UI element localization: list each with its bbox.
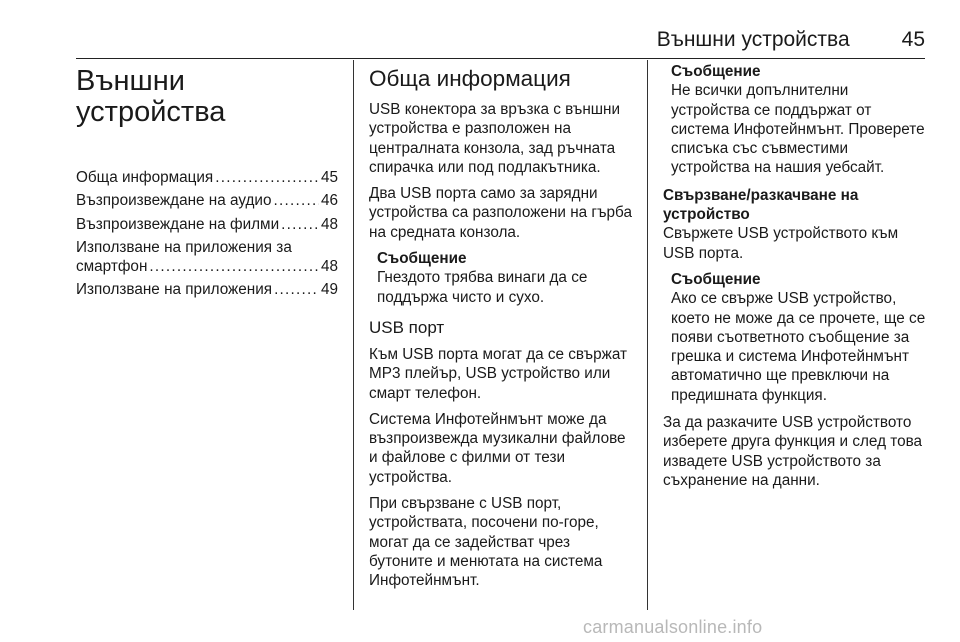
section-title: Обща информация — [369, 66, 571, 91]
toc-item-page: 48 — [320, 258, 338, 276]
toc-item-page: 46 — [320, 192, 338, 210]
page-number: 45 — [901, 28, 925, 51]
chapter-title-line1: Външни — [76, 65, 185, 97]
note-text: Не всички допълнителни устройства се поддържат от система Инфотейнмънт. Проверете списъка със съвместими устройства на нашия уебсайт. — [671, 82, 925, 177]
header-section-title: Външни устройства — [656, 28, 850, 51]
paragraph: За да разкачите USB устройството изберете друга функция и след това извадете USB устройството за съхранение на данни. — [663, 414, 923, 489]
toc-leader — [281, 215, 319, 234]
chapter-title-line2: устройства — [76, 96, 226, 128]
note-box — [671, 270, 931, 405]
toc-item-title: Обща информация — [76, 169, 214, 186]
toc-leader — [273, 191, 319, 210]
paragraph: Към USB порта могат да се свържат MP3 плейър, USB устройство или смарт телефон. — [369, 345, 628, 402]
column-divider-2 — [647, 60, 648, 610]
note-text: Ако се свърже USB устройство, което не може да се прочете, ще се появи съответното съобщение за грешка и система Инфотейнмънт автоматично ще превключи на предишната функция. — [671, 290, 926, 404]
running-header — [0, 28, 925, 54]
note-text: Гнездото трябва винаги да се поддържа чисто и сухо. — [377, 269, 588, 306]
watermark: carmanualsonline.info — [583, 617, 763, 637]
paragraph: USB конектора за връзка с външни устройства е разположен на централната конзола, зад ръчната спирачка или под подлакътника. — [369, 101, 621, 176]
header-rule — [76, 58, 925, 59]
chapter-column — [76, 62, 338, 304]
note-title: Съобщение — [671, 63, 761, 80]
toc-item-title: Използване на приложения за — [76, 238, 292, 256]
content-column-2 — [369, 62, 634, 598]
paragraph: Система Инфотейнмънт може да възпроизвежда музикални файлове и файлове с филми от тези устройства. — [369, 410, 626, 486]
toc-item-title: Възпроизвеждане на филми — [76, 215, 280, 233]
note-box — [671, 62, 931, 178]
subsection-title: USB порт — [369, 317, 445, 337]
toc-item-title: Възпроизвеждане на аудио — [76, 192, 272, 210]
paragraph: Два USB порта само за зарядни устройства са разположени на гърба на средната конзола. — [369, 185, 632, 241]
toc-item[interactable] — [76, 280, 338, 299]
content-column-3 — [663, 62, 931, 497]
note-box — [377, 249, 634, 307]
toc-leader — [149, 257, 319, 276]
toc-item[interactable] — [76, 191, 338, 210]
note-title: Съобщение — [377, 250, 467, 268]
toc-item-page: 45 — [320, 169, 338, 186]
paragraph: Свържете USB устройството към USB порта. — [663, 225, 899, 262]
toc-leader — [215, 168, 319, 187]
column-divider-1 — [353, 60, 354, 610]
subsection-heading: Свързване/разкачване на устройство — [663, 186, 859, 224]
toc-leader — [274, 280, 319, 299]
chapter-title — [76, 66, 338, 128]
note-title: Съобщение — [671, 270, 761, 288]
toc-item[interactable] — [76, 215, 338, 234]
toc-item-page: 49 — [320, 281, 338, 299]
toc-item[interactable] — [76, 168, 338, 187]
toc-item-title-cont: смартфон — [76, 258, 148, 276]
toc-item-page: 48 — [320, 215, 338, 233]
toc-item[interactable] — [76, 238, 338, 277]
toc-item-title: Използване на приложения — [76, 281, 273, 299]
paragraph: При свързване с USB порт, устройствата, посочени по-горе, могат да се задействат чрез бутоните и менютата на система Инфотейнмънт. — [369, 495, 603, 590]
